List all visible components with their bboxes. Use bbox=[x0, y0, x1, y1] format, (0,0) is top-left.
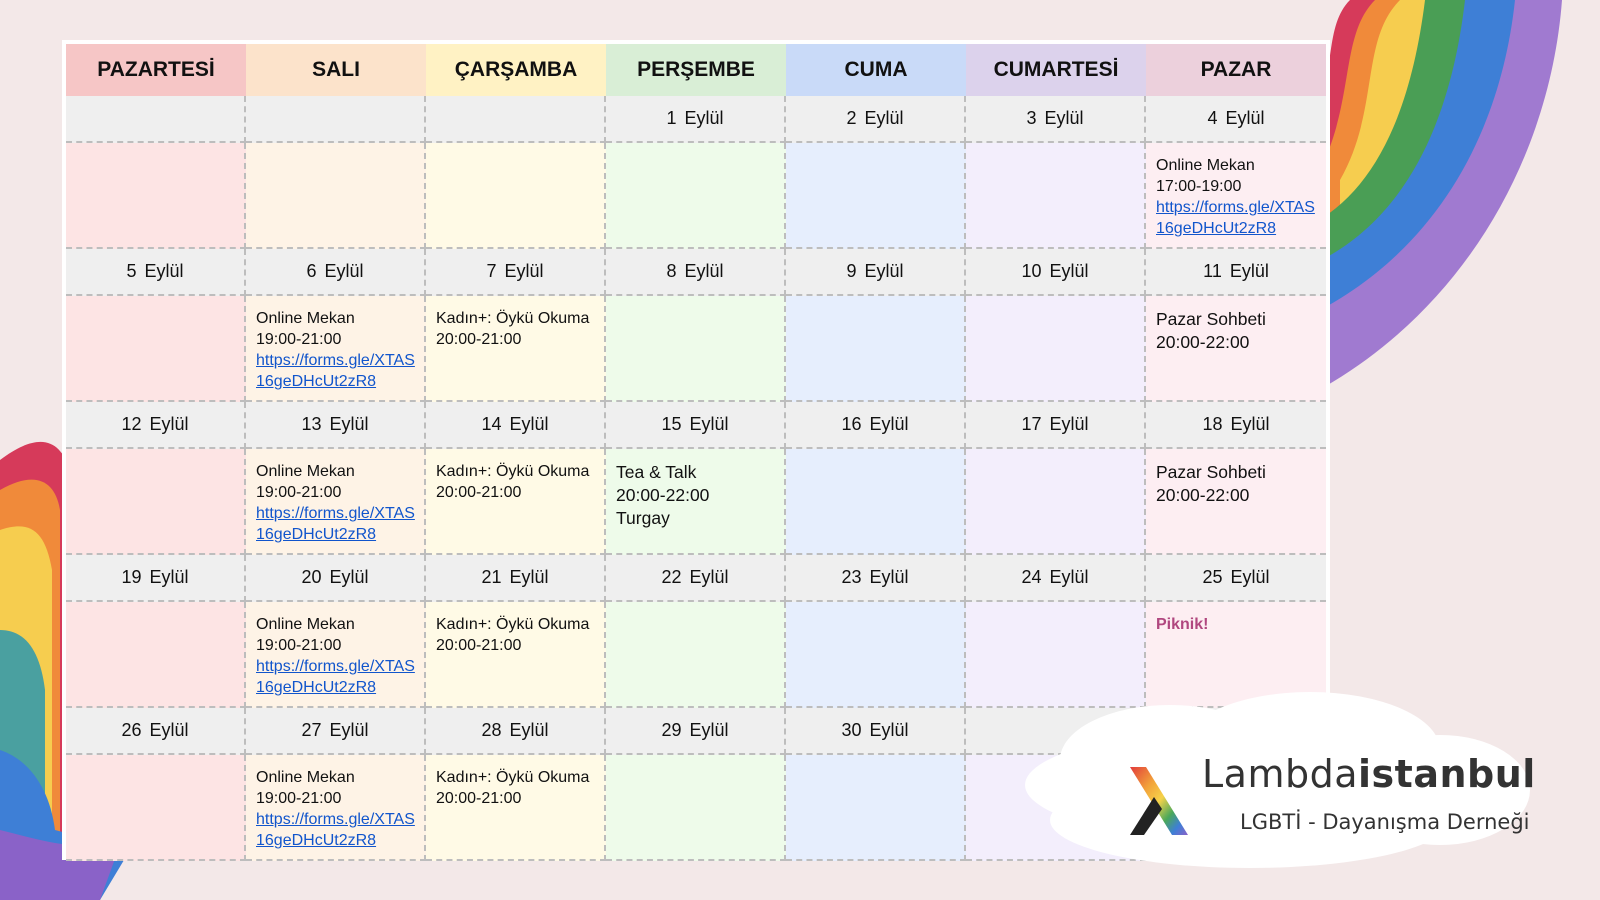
month-label: Eylül bbox=[144, 261, 184, 281]
month-label: Eylül bbox=[1230, 414, 1270, 434]
event-text: 19:00-21:00 bbox=[256, 790, 342, 807]
event-cell bbox=[426, 755, 606, 861]
date-number: 12 bbox=[121, 414, 142, 434]
event-text: Turgay bbox=[616, 508, 670, 528]
month-label: Eylül bbox=[1049, 414, 1089, 434]
date-number: 15 bbox=[661, 414, 682, 434]
event-cell bbox=[246, 143, 426, 249]
event-text: Kadın+: Öykü Okuma bbox=[436, 769, 590, 786]
date-cell bbox=[606, 96, 786, 143]
date-cell bbox=[1146, 402, 1326, 449]
date-cell bbox=[966, 249, 1146, 296]
date-cell bbox=[246, 96, 426, 143]
date-number: 9 bbox=[846, 261, 857, 281]
date-cell bbox=[1146, 249, 1326, 296]
month-label: Eylül bbox=[149, 720, 189, 740]
date-number: 17 bbox=[1021, 414, 1042, 434]
event-cell bbox=[606, 449, 786, 555]
date-cell bbox=[606, 555, 786, 602]
month-label: Eylül bbox=[869, 414, 909, 434]
event-cell bbox=[606, 755, 786, 861]
month-label: Eylül bbox=[509, 567, 549, 587]
event-text: Kadın+: Öykü Okuma bbox=[436, 310, 590, 327]
month-label: Eylül bbox=[1044, 108, 1084, 128]
event-cell bbox=[606, 143, 786, 249]
event-cell bbox=[66, 602, 246, 708]
month-label: Eylül bbox=[504, 261, 544, 281]
date-number: 8 bbox=[666, 261, 677, 281]
event-cell bbox=[66, 143, 246, 249]
date-cell bbox=[786, 249, 966, 296]
month-label: Eylül bbox=[869, 720, 909, 740]
event-cell bbox=[786, 296, 966, 402]
month-label: Eylül bbox=[149, 414, 189, 434]
date-number: 28 bbox=[481, 720, 502, 740]
event-text: 20:00-21:00 bbox=[436, 637, 522, 654]
event-link[interactable]: https://forms.gle/XTAS16geDHcUt2zR8 bbox=[256, 352, 415, 390]
month-label: Eylül bbox=[684, 261, 724, 281]
lambda-logo-icon bbox=[1128, 765, 1190, 837]
event-link[interactable]: https://forms.gle/XTAS16geDHcUt2zR8 bbox=[256, 811, 415, 849]
event-cell bbox=[786, 449, 966, 555]
event-link[interactable]: https://forms.gle/XTAS16geDHcUt2zR8 bbox=[256, 505, 415, 543]
month-label: Eylül bbox=[324, 261, 364, 281]
month-label: Eylül bbox=[864, 108, 904, 128]
event-text: 19:00-21:00 bbox=[256, 484, 342, 501]
event-cell bbox=[246, 449, 426, 555]
date-number: 21 bbox=[481, 567, 502, 587]
event-cell bbox=[1146, 143, 1326, 249]
date-cell bbox=[606, 249, 786, 296]
event-cell bbox=[786, 143, 966, 249]
event-cell bbox=[966, 143, 1146, 249]
date-number: 26 bbox=[121, 720, 142, 740]
date-cell bbox=[246, 402, 426, 449]
event-text: 20:00-21:00 bbox=[436, 331, 522, 348]
weekday-header: CUMA bbox=[786, 44, 966, 96]
event-text: 20:00-22:00 bbox=[1156, 332, 1250, 352]
date-number: 5 bbox=[126, 261, 137, 281]
event-text: Online Mekan bbox=[256, 310, 355, 327]
event-cell bbox=[426, 449, 606, 555]
date-cell bbox=[246, 555, 426, 602]
event-text: Pazar Sohbeti bbox=[1156, 462, 1266, 482]
event-highlight: Piknik! bbox=[1156, 616, 1209, 633]
date-cell bbox=[426, 96, 606, 143]
weekday-header: PERŞEMBE bbox=[606, 44, 786, 96]
weekday-header: ÇARŞAMBA bbox=[426, 44, 606, 96]
event-cell bbox=[66, 296, 246, 402]
month-label: Eylül bbox=[689, 414, 729, 434]
date-cell bbox=[786, 708, 966, 755]
date-cell bbox=[966, 96, 1146, 143]
event-cell bbox=[426, 296, 606, 402]
month-label: Eylül bbox=[1049, 567, 1089, 587]
date-cell bbox=[426, 402, 606, 449]
weekday-header: SALI bbox=[246, 44, 426, 96]
event-text: Online Mekan bbox=[256, 769, 355, 786]
event-cell bbox=[966, 449, 1146, 555]
event-text: Online Mekan bbox=[256, 616, 355, 633]
date-cell bbox=[246, 249, 426, 296]
month-label: Eylül bbox=[149, 567, 189, 587]
month-label: Eylül bbox=[329, 567, 369, 587]
weekday-header: PAZAR bbox=[1146, 44, 1326, 96]
date-number: 2 bbox=[846, 108, 857, 128]
event-cell bbox=[66, 755, 246, 861]
month-label: Eylül bbox=[1230, 567, 1270, 587]
date-cell bbox=[1146, 555, 1326, 602]
event-cell bbox=[246, 602, 426, 708]
rainbow-decoration-top-right bbox=[1300, 0, 1600, 420]
date-cell bbox=[966, 555, 1146, 602]
date-number: 11 bbox=[1203, 261, 1222, 281]
event-text: 19:00-21:00 bbox=[256, 637, 342, 654]
date-number: 6 bbox=[306, 261, 317, 281]
date-cell bbox=[66, 249, 246, 296]
date-cell bbox=[66, 708, 246, 755]
date-cell bbox=[426, 708, 606, 755]
event-text: 17:00-19:00 bbox=[1156, 178, 1242, 195]
month-label: Eylül bbox=[329, 720, 369, 740]
month-label: Eylül bbox=[689, 720, 729, 740]
month-label: Eylül bbox=[329, 414, 369, 434]
date-number: 25 bbox=[1202, 567, 1223, 587]
date-number: 22 bbox=[661, 567, 682, 587]
date-number: 24 bbox=[1021, 567, 1042, 587]
date-number: 30 bbox=[841, 720, 862, 740]
date-cell bbox=[246, 708, 426, 755]
date-number: 27 bbox=[301, 720, 322, 740]
event-cell bbox=[606, 602, 786, 708]
event-link[interactable]: https://forms.gle/XTAS16geDHcUt2zR8 bbox=[1156, 199, 1315, 237]
date-cell bbox=[66, 555, 246, 602]
date-number: 1 bbox=[666, 108, 677, 128]
date-cell bbox=[966, 402, 1146, 449]
event-cell bbox=[1146, 296, 1326, 402]
date-cell bbox=[426, 555, 606, 602]
event-cell bbox=[246, 755, 426, 861]
event-cell bbox=[1146, 449, 1326, 555]
weekday-header: CUMARTESİ bbox=[966, 44, 1146, 96]
event-text: 19:00-21:00 bbox=[256, 331, 342, 348]
date-number: 23 bbox=[841, 567, 862, 587]
date-cell bbox=[66, 96, 246, 143]
event-text: 20:00-21:00 bbox=[436, 484, 522, 501]
date-cell bbox=[786, 555, 966, 602]
date-cell bbox=[66, 402, 246, 449]
event-text: Online Mekan bbox=[1156, 157, 1255, 174]
month-label: Eylül bbox=[684, 108, 724, 128]
date-number: 7 bbox=[486, 261, 497, 281]
event-text: Pazar Sohbeti bbox=[1156, 309, 1266, 329]
event-cell bbox=[426, 143, 606, 249]
logo-brand-name: Lambdaistanbul bbox=[1202, 752, 1536, 796]
weekday-header: PAZARTESİ bbox=[66, 44, 246, 96]
date-cell bbox=[1146, 96, 1326, 143]
event-text: Kadın+: Öykü Okuma bbox=[436, 463, 590, 480]
month-label: Eylül bbox=[1229, 261, 1269, 281]
event-text: Tea & Talk bbox=[616, 462, 697, 482]
month-label: Eylül bbox=[869, 567, 909, 587]
date-number: 20 bbox=[301, 567, 322, 587]
event-cell bbox=[66, 449, 246, 555]
date-number: 3 bbox=[1026, 108, 1037, 128]
date-number: 10 bbox=[1021, 261, 1042, 281]
month-label: Eylül bbox=[1049, 261, 1089, 281]
month-label: Eylül bbox=[689, 567, 729, 587]
month-label: Eylül bbox=[509, 720, 549, 740]
date-number: 13 bbox=[301, 414, 322, 434]
event-cell bbox=[786, 602, 966, 708]
date-cell bbox=[786, 402, 966, 449]
event-text: Kadın+: Öykü Okuma bbox=[436, 616, 590, 633]
event-cell bbox=[786, 755, 966, 861]
event-cell bbox=[606, 296, 786, 402]
date-cell bbox=[786, 96, 966, 143]
date-number: 19 bbox=[121, 567, 142, 587]
date-number: 29 bbox=[661, 720, 682, 740]
date-cell bbox=[606, 708, 786, 755]
month-label: Eylül bbox=[509, 414, 549, 434]
event-cell bbox=[246, 296, 426, 402]
event-link[interactable]: https://forms.gle/XTAS16geDHcUt2zR8 bbox=[256, 658, 415, 696]
date-cell bbox=[606, 402, 786, 449]
event-cell bbox=[426, 602, 606, 708]
date-number: 14 bbox=[481, 414, 502, 434]
event-text: 20:00-22:00 bbox=[1156, 485, 1250, 505]
date-number: 16 bbox=[841, 414, 862, 434]
event-cell bbox=[966, 296, 1146, 402]
month-label: Eylül bbox=[864, 261, 904, 281]
event-text: Online Mekan bbox=[256, 463, 355, 480]
date-cell bbox=[426, 249, 606, 296]
date-number: 4 bbox=[1207, 108, 1218, 128]
logo-subtitle: LGBTİ - Dayanışma Derneği bbox=[1240, 810, 1530, 834]
month-label: Eylül bbox=[1225, 108, 1265, 128]
date-number: 18 bbox=[1202, 414, 1223, 434]
event-text: 20:00-21:00 bbox=[436, 790, 522, 807]
event-text: 20:00-22:00 bbox=[616, 485, 710, 505]
